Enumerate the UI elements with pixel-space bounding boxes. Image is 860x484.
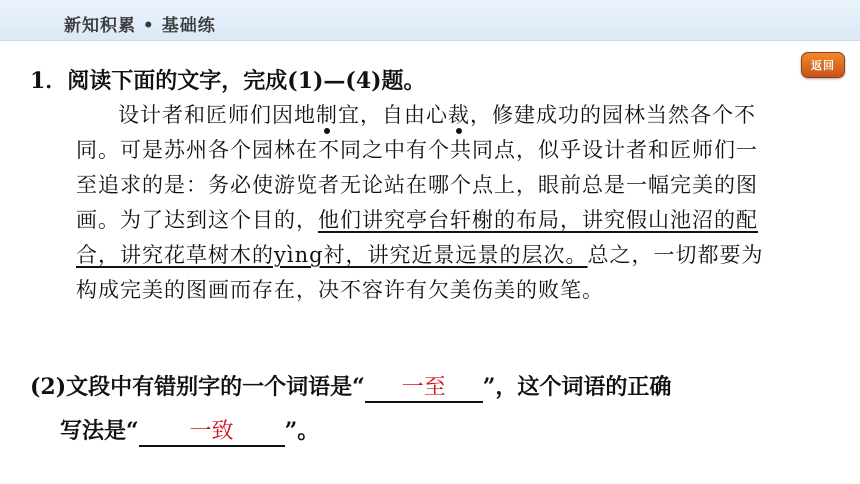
question-heading: 1．阅读下面的文字，完成(1)—(4)题。 — [30, 68, 426, 94]
sub-question-middle: ”，这个词语的正确 — [482, 374, 672, 400]
answer-blank-2: 一致 — [139, 414, 285, 447]
sub-question-2-line-1 — [30, 370, 671, 401]
section-title: 新知积累 • 基础练 — [64, 16, 216, 36]
sub-question-prefix: (2)文段中有错别字的一个词语是“ — [30, 374, 365, 400]
answer-blank-1: 一至 — [365, 370, 483, 403]
reading-passage — [76, 98, 776, 308]
passage-segment-2: 宜，自由心 — [338, 103, 448, 127]
underlined-sentence: 他们讲究亭台轩榭的布局，讲究假山池沼的配合，讲究花草树木的yìng衬，讲究近景远景的层次。 — [76, 208, 758, 267]
sub-question-line2-prefix: 写法是“ — [60, 418, 139, 444]
emphasis-dot-char-2: 裁 — [448, 103, 470, 127]
back-button[interactable]: 返回 — [801, 52, 845, 78]
header-bar — [0, 0, 860, 41]
passage-segment-1: 设计者和匠师们因地 — [118, 103, 316, 127]
passage-segment-3: ，修建成功的园林当然各个不同。可是苏州各个园林在不同之中有个共同点，似乎设计者和匠师们一至追求的是：务必使游览者无论站在哪个点上，眼前总是一幅完美的图画。为了达到这个目的， — [76, 103, 758, 232]
passage-segment-4: 总之，一切都要为构成完美的图画而存在，决不容许有欠美伤美的败笔。 — [76, 243, 764, 302]
emphasis-dot-char-1: 制 — [316, 103, 338, 127]
sub-question-suffix: ”。 — [284, 418, 320, 444]
sub-question-2-line-2 — [60, 414, 319, 445]
